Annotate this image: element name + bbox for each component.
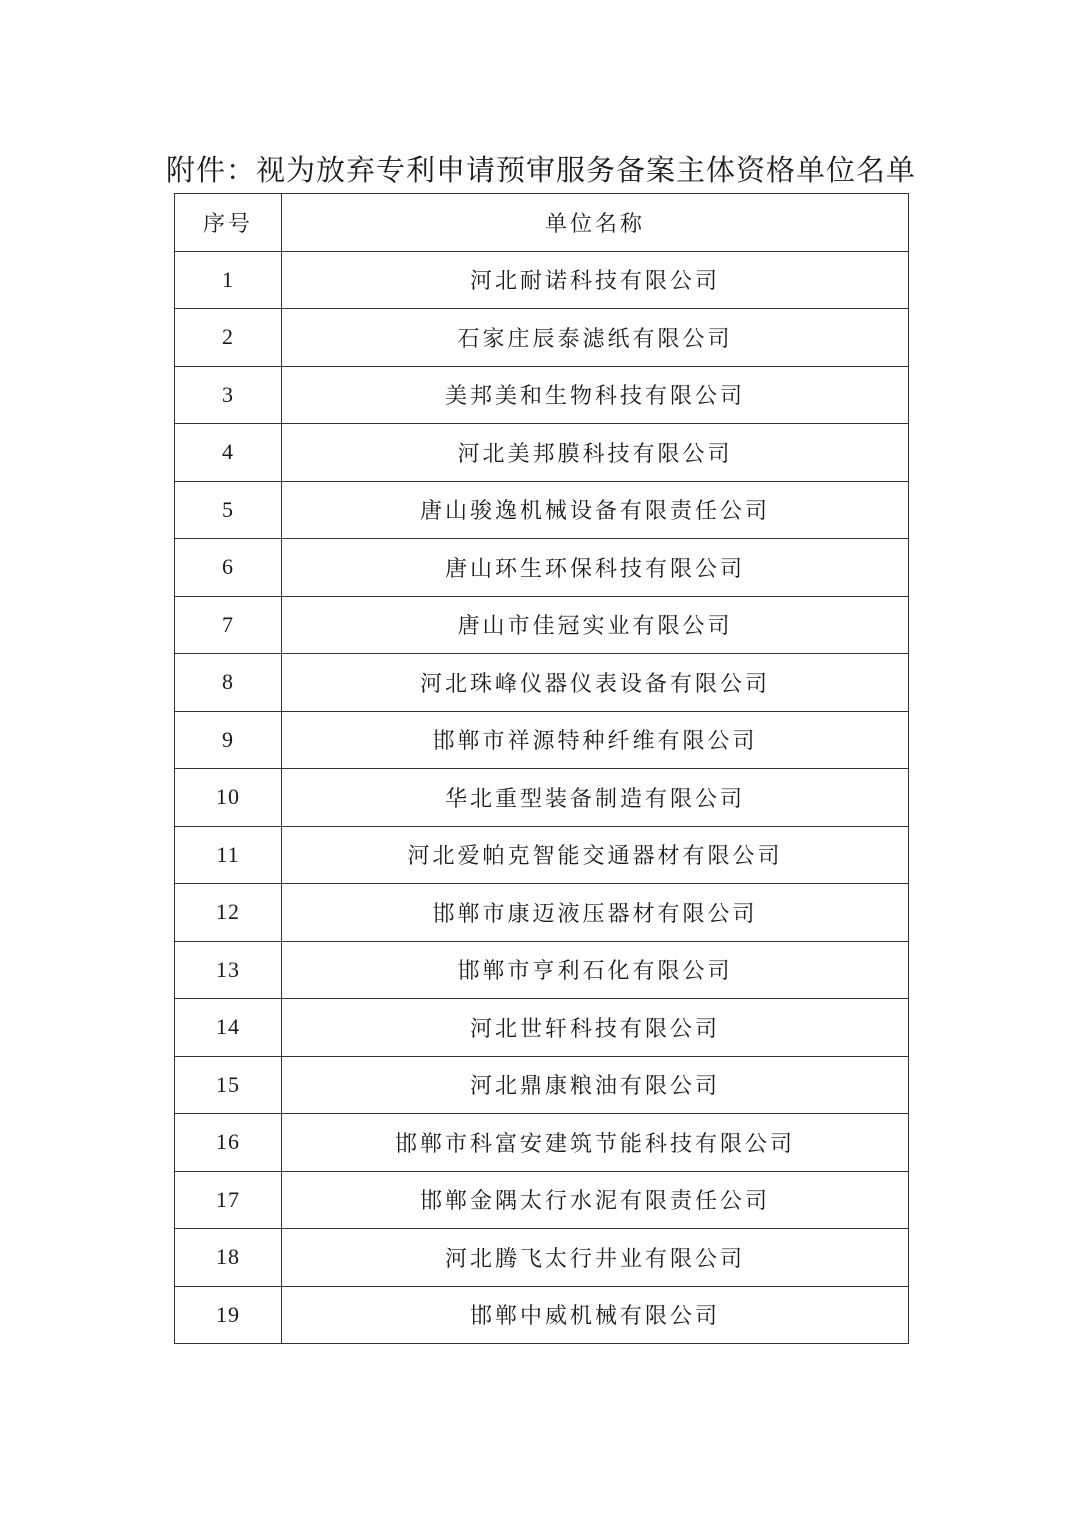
entity-list-table [174, 193, 909, 1344]
row-entity-name: 石家庄辰泰滤纸有限公司 [282, 309, 909, 367]
row-serial-number: 14 [175, 999, 282, 1057]
row-serial-number: 1 [175, 251, 282, 309]
row-serial-number: 6 [175, 539, 282, 597]
header-entity-name: 单位名称 [282, 194, 909, 252]
row-serial-number: 4 [175, 424, 282, 482]
table-row [175, 1286, 909, 1344]
row-entity-name: 邯郸市亨利石化有限公司 [282, 941, 909, 999]
row-entity-name: 河北腾飞太行井业有限公司 [282, 1229, 909, 1287]
row-entity-name: 河北世轩科技有限公司 [282, 999, 909, 1057]
row-entity-name: 唐山市佳冠实业有限公司 [282, 596, 909, 654]
row-entity-name: 河北美邦膜科技有限公司 [282, 424, 909, 482]
row-serial-number: 15 [175, 1056, 282, 1114]
table-header-row [175, 194, 909, 252]
table-row [175, 251, 909, 309]
row-entity-name: 邯郸金隅太行水泥有限责任公司 [282, 1171, 909, 1229]
table-row [175, 769, 909, 827]
row-serial-number: 3 [175, 366, 282, 424]
row-serial-number: 13 [175, 941, 282, 999]
row-entity-name: 河北耐诺科技有限公司 [282, 251, 909, 309]
table-row [175, 424, 909, 482]
row-entity-name: 邯郸市康迈液压器材有限公司 [282, 884, 909, 942]
table-row [175, 711, 909, 769]
document-title: 附件：视为放弃专利申请预审服务备案主体资格单位名单 [166, 153, 917, 187]
row-serial-number: 11 [175, 826, 282, 884]
table-row [175, 654, 909, 712]
table-row [175, 1229, 909, 1287]
row-entity-name: 河北爱帕克智能交通器材有限公司 [282, 826, 909, 884]
row-serial-number: 9 [175, 711, 282, 769]
row-serial-number: 17 [175, 1171, 282, 1229]
header-serial-number: 序号 [175, 194, 282, 252]
table-row [175, 884, 909, 942]
row-serial-number: 19 [175, 1286, 282, 1344]
table-row [175, 1114, 909, 1172]
row-entity-name: 河北珠峰仪器仪表设备有限公司 [282, 654, 909, 712]
table-row [175, 539, 909, 597]
row-serial-number: 12 [175, 884, 282, 942]
row-entity-name: 邯郸市科富安建筑节能科技有限公司 [282, 1114, 909, 1172]
table-row [175, 999, 909, 1057]
row-entity-name: 邯郸市祥源特种纤维有限公司 [282, 711, 909, 769]
table-row [175, 826, 909, 884]
row-entity-name: 唐山骏逸机械设备有限责任公司 [282, 481, 909, 539]
table-row [175, 941, 909, 999]
row-serial-number: 7 [175, 596, 282, 654]
table-row [175, 481, 909, 539]
table-row [175, 596, 909, 654]
row-serial-number: 16 [175, 1114, 282, 1172]
row-serial-number: 5 [175, 481, 282, 539]
row-entity-name: 邯郸中威机械有限公司 [282, 1286, 909, 1344]
row-entity-name: 唐山环生环保科技有限公司 [282, 539, 909, 597]
table-row [175, 1056, 909, 1114]
row-entity-name: 华北重型装备制造有限公司 [282, 769, 909, 827]
row-serial-number: 2 [175, 309, 282, 367]
row-serial-number: 10 [175, 769, 282, 827]
row-serial-number: 8 [175, 654, 282, 712]
row-entity-name: 美邦美和生物科技有限公司 [282, 366, 909, 424]
row-serial-number: 18 [175, 1229, 282, 1287]
table-row [175, 309, 909, 367]
row-entity-name: 河北鼎康粮油有限公司 [282, 1056, 909, 1114]
table-row [175, 1171, 909, 1229]
table-row [175, 366, 909, 424]
